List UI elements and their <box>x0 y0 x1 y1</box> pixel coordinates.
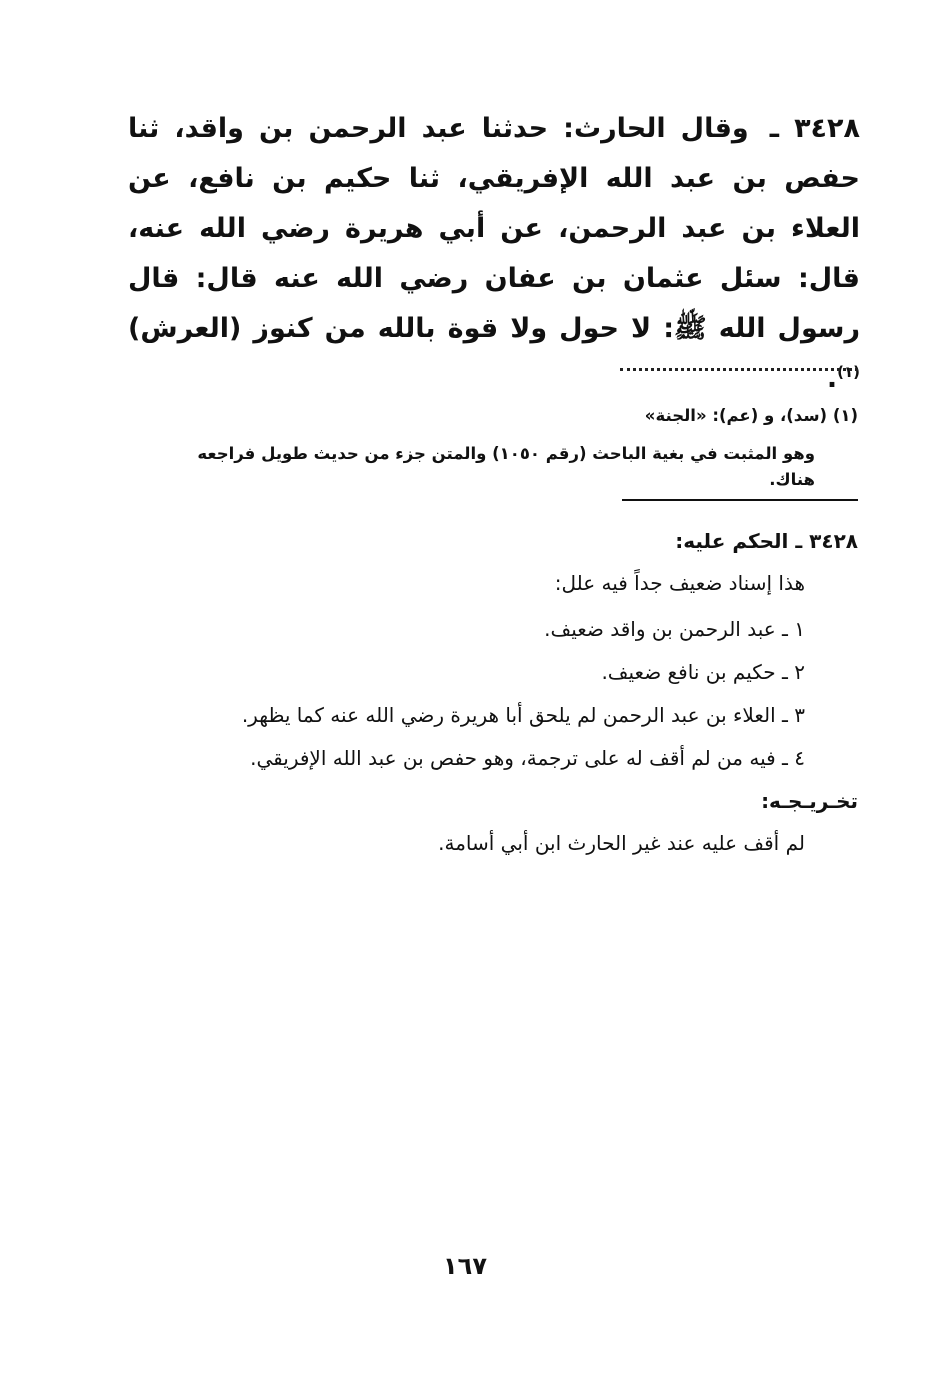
takhrij-heading: تخـريـجـه: <box>761 789 858 813</box>
footnote-1-continuation: وهو المثبت في بغية الباحث (رقم ١٠٥٠) والمتن جزء من حديث طويل فراجعه هناك. <box>197 444 815 489</box>
hadith-number: ٣٤٢٨ ـ <box>769 113 860 144</box>
footnote-separator <box>620 368 858 371</box>
hadith-end: . <box>826 363 838 394</box>
ruling-item: ٢ ـ حكيم بن نافع ضعيف. <box>601 660 805 684</box>
footnote-marker: (١) <box>837 363 860 381</box>
footnote-1: (١) (سد)، و (عم): «الجنة» <box>644 406 858 425</box>
ruling-intro: هذا إسناد ضعيف جداً فيه علل: <box>554 571 805 595</box>
ruling-item: ٣ ـ العلاء بن عبد الرحمن لم يلحق أبا هريرة رضي الله عنه كما يظهر. <box>241 703 805 727</box>
section-divider <box>622 499 858 501</box>
hadith-body: وقال الحارث: حدثنا عبد الرحمن بن واقد، ثنا حفص بن عبد الله الإفريقي، ثنا حكيم بن نافع، عن العلاء بن عبد الرحمن، عن أبي هريرة رضي الله عنه، قال: سئل عثمان بن عفان رضي الله عنه قال: قال رسول الله ﷺ: لا حول ولا قوة بالله من كنوز (العرش) <box>128 113 860 344</box>
ruling-item: ١ ـ عبد الرحمن بن واقد ضعيف. <box>544 617 805 641</box>
takhrij-text: لم أقف عليه عند غير الحارث ابن أبي أسامة. <box>438 831 805 855</box>
ruling-heading: ٣٤٢٨ ـ الحكم عليه: <box>675 529 858 553</box>
hadith-text <box>128 104 860 404</box>
page-number: ١٦٧ <box>443 1252 487 1280</box>
ruling-item: ٤ ـ فيه من لم أقف له على ترجمة، وهو حفص بن عبد الله الإفريقي. <box>250 746 805 770</box>
